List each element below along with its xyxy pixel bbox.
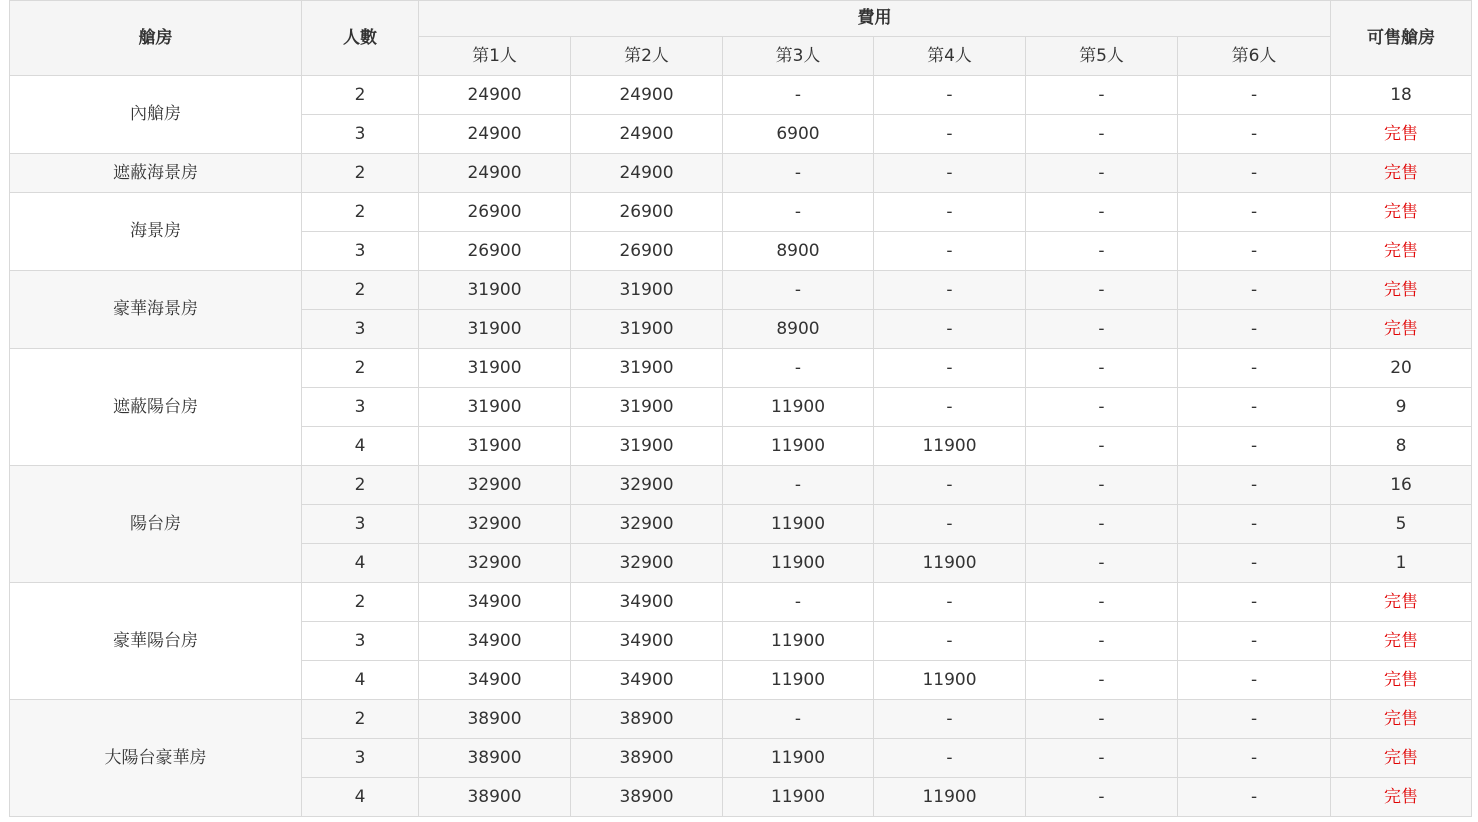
fee-cell-person-6: - [1178,778,1331,817]
fee-cell-person-5: - [1026,700,1178,739]
fee-cell-person-1: 31900 [419,310,571,349]
soldout-status: 完售 [1331,661,1472,700]
soldout-status: 完售 [1331,193,1472,232]
people-cell: 2 [302,466,419,505]
fee-cell-person-4: - [874,115,1026,154]
soldout-status: 完售 [1331,232,1472,271]
soldout-status: 完售 [1331,310,1472,349]
people-cell: 3 [302,115,419,154]
fee-cell-person-2: 34900 [571,661,723,700]
table-row [10,76,1472,115]
fee-cell-person-4: - [874,505,1026,544]
header-person-1: 第1人 [419,37,571,76]
fee-cell-person-2: 31900 [571,349,723,388]
fee-cell-person-6: - [1178,739,1331,778]
fee-cell-person-5: - [1026,349,1178,388]
fee-cell-person-5: - [1026,505,1178,544]
cabin-type-cell: 大陽台豪華房 [10,700,302,817]
fee-cell-person-6: - [1178,700,1331,739]
fee-cell-person-3: - [723,349,874,388]
fee-cell-person-1: 32900 [419,505,571,544]
fee-cell-person-2: 32900 [571,466,723,505]
fee-cell-person-1: 34900 [419,583,571,622]
fee-cell-person-3: 11900 [723,544,874,583]
fee-cell-person-3: - [723,76,874,115]
fee-cell-person-1: 38900 [419,700,571,739]
fee-cell-person-4: - [874,739,1026,778]
fee-cell-person-1: 24900 [419,115,571,154]
fee-cell-person-2: 38900 [571,778,723,817]
table-row [10,466,1472,505]
fee-cell-person-2: 24900 [571,154,723,193]
fee-cell-person-2: 26900 [571,193,723,232]
people-cell: 3 [302,232,419,271]
fee-cell-person-6: - [1178,232,1331,271]
people-cell: 3 [302,505,419,544]
fee-cell-person-3: - [723,271,874,310]
fee-cell-person-6: - [1178,193,1331,232]
available-count: 9 [1331,388,1472,427]
fee-cell-person-3: - [723,466,874,505]
header-cabin: 艙房 [10,1,302,76]
soldout-status: 完售 [1331,271,1472,310]
fee-cell-person-5: - [1026,739,1178,778]
fee-cell-person-5: - [1026,661,1178,700]
fee-cell-person-3: - [723,193,874,232]
fee-cell-person-6: - [1178,115,1331,154]
fee-cell-person-5: - [1026,466,1178,505]
people-cell: 3 [302,310,419,349]
fee-cell-person-1: 31900 [419,349,571,388]
fee-cell-person-1: 26900 [419,193,571,232]
fee-cell-person-6: - [1178,349,1331,388]
fee-cell-person-2: 32900 [571,544,723,583]
fee-cell-person-1: 31900 [419,427,571,466]
people-cell: 3 [302,388,419,427]
fee-cell-person-1: 32900 [419,544,571,583]
fee-cell-person-6: - [1178,154,1331,193]
fee-cell-person-3: - [723,154,874,193]
available-count: 1 [1331,544,1472,583]
fee-cell-person-4: - [874,76,1026,115]
table-row [10,271,1472,310]
fee-cell-person-1: 34900 [419,622,571,661]
fee-cell-person-4: 11900 [874,544,1026,583]
fee-cell-person-6: - [1178,622,1331,661]
fee-cell-person-2: 31900 [571,310,723,349]
fee-cell-person-4: - [874,583,1026,622]
fee-cell-person-4: - [874,154,1026,193]
fee-cell-person-3: 11900 [723,622,874,661]
fee-cell-person-5: - [1026,388,1178,427]
fee-cell-person-5: - [1026,193,1178,232]
fee-cell-person-1: 26900 [419,232,571,271]
fee-cell-person-5: - [1026,76,1178,115]
fee-cell-person-6: - [1178,388,1331,427]
people-cell: 2 [302,700,419,739]
fee-cell-person-2: 34900 [571,583,723,622]
fee-cell-person-1: 31900 [419,271,571,310]
people-cell: 2 [302,583,419,622]
fee-cell-person-5: - [1026,115,1178,154]
people-cell: 4 [302,778,419,817]
people-cell: 4 [302,661,419,700]
fee-cell-person-4: - [874,232,1026,271]
fee-cell-person-6: - [1178,271,1331,310]
fee-cell-person-4: - [874,310,1026,349]
people-cell: 2 [302,193,419,232]
fee-cell-person-2: 32900 [571,505,723,544]
fee-cell-person-3: 11900 [723,661,874,700]
fee-cell-person-6: - [1178,427,1331,466]
fee-cell-person-1: 24900 [419,154,571,193]
fee-cell-person-5: - [1026,154,1178,193]
fee-cell-person-3: 11900 [723,427,874,466]
table-row [10,154,1472,193]
header-person-6: 第6人 [1178,37,1331,76]
soldout-status: 完售 [1331,778,1472,817]
fee-cell-person-6: - [1178,583,1331,622]
fee-cell-person-6: - [1178,310,1331,349]
fee-cell-person-3: - [723,700,874,739]
fee-cell-person-5: - [1026,544,1178,583]
fee-cell-person-4: - [874,349,1026,388]
fee-cell-person-4: 11900 [874,661,1026,700]
header-people: 人數 [302,1,419,76]
cabin-type-cell: 陽台房 [10,466,302,583]
fee-cell-person-6: - [1178,544,1331,583]
fee-cell-person-3: 11900 [723,739,874,778]
fee-cell-person-2: 34900 [571,622,723,661]
fee-cell-person-2: 24900 [571,76,723,115]
fee-cell-person-2: 24900 [571,115,723,154]
header-person-5: 第5人 [1026,37,1178,76]
fee-cell-person-4: - [874,388,1026,427]
available-count: 18 [1331,76,1472,115]
people-cell: 2 [302,271,419,310]
soldout-status: 完售 [1331,583,1472,622]
fee-cell-person-4: - [874,700,1026,739]
people-cell: 4 [302,427,419,466]
soldout-status: 完售 [1331,622,1472,661]
people-cell: 2 [302,76,419,115]
fee-cell-person-6: - [1178,76,1331,115]
table-header [10,1,1472,76]
people-cell: 3 [302,739,419,778]
fee-cell-person-4: 11900 [874,778,1026,817]
cabin-price-table [9,0,1472,817]
fee-cell-person-2: 31900 [571,427,723,466]
fee-cell-person-6: - [1178,466,1331,505]
fee-cell-person-5: - [1026,310,1178,349]
soldout-status: 完售 [1331,739,1472,778]
header-person-4: 第4人 [874,37,1026,76]
available-count: 5 [1331,505,1472,544]
fee-cell-person-1: 38900 [419,778,571,817]
fee-cell-person-5: - [1026,232,1178,271]
table-row [10,583,1472,622]
fee-cell-person-2: 26900 [571,232,723,271]
cabin-type-cell: 豪華海景房 [10,271,302,349]
fee-cell-person-5: - [1026,778,1178,817]
people-cell: 3 [302,622,419,661]
fee-cell-person-2: 38900 [571,700,723,739]
fee-cell-person-3: 8900 [723,232,874,271]
fee-cell-person-5: - [1026,622,1178,661]
available-count: 8 [1331,427,1472,466]
cabin-type-cell: 遮蔽海景房 [10,154,302,193]
table-row [10,700,1472,739]
fee-cell-person-3: 11900 [723,505,874,544]
fee-cell-person-6: - [1178,661,1331,700]
soldout-status: 完售 [1331,154,1472,193]
fee-cell-person-5: - [1026,583,1178,622]
fee-cell-person-4: - [874,193,1026,232]
fee-cell-person-3: 8900 [723,310,874,349]
cabin-type-cell: 豪華陽台房 [10,583,302,700]
fee-cell-person-1: 31900 [419,388,571,427]
header-available: 可售艙房 [1331,1,1472,76]
cabin-type-cell: 內艙房 [10,76,302,154]
available-count: 20 [1331,349,1472,388]
people-cell: 4 [302,544,419,583]
fee-cell-person-3: 11900 [723,778,874,817]
fee-cell-person-5: - [1026,427,1178,466]
fee-cell-person-4: 11900 [874,427,1026,466]
header-fee: 費用 [419,1,1331,37]
fee-cell-person-2: 31900 [571,271,723,310]
fee-cell-person-1: 34900 [419,661,571,700]
table-row [10,349,1472,388]
fee-cell-person-1: 24900 [419,76,571,115]
fee-cell-person-3: 11900 [723,388,874,427]
table-row [10,193,1472,232]
cabin-type-cell: 遮蔽陽台房 [10,349,302,466]
fee-cell-person-3: 6900 [723,115,874,154]
available-count: 16 [1331,466,1472,505]
fee-cell-person-3: - [723,583,874,622]
soldout-status: 完售 [1331,115,1472,154]
people-cell: 2 [302,349,419,388]
fee-cell-person-1: 38900 [419,739,571,778]
fee-cell-person-6: - [1178,505,1331,544]
fee-cell-person-1: 32900 [419,466,571,505]
fee-cell-person-5: - [1026,271,1178,310]
fee-cell-person-4: - [874,466,1026,505]
header-person-2: 第2人 [571,37,723,76]
soldout-status: 完售 [1331,700,1472,739]
table-body [10,76,1472,817]
fee-cell-person-4: - [874,622,1026,661]
people-cell: 2 [302,154,419,193]
cabin-type-cell: 海景房 [10,193,302,271]
header-person-3: 第3人 [723,37,874,76]
fee-cell-person-2: 38900 [571,739,723,778]
fee-cell-person-4: - [874,271,1026,310]
fee-cell-person-2: 31900 [571,388,723,427]
